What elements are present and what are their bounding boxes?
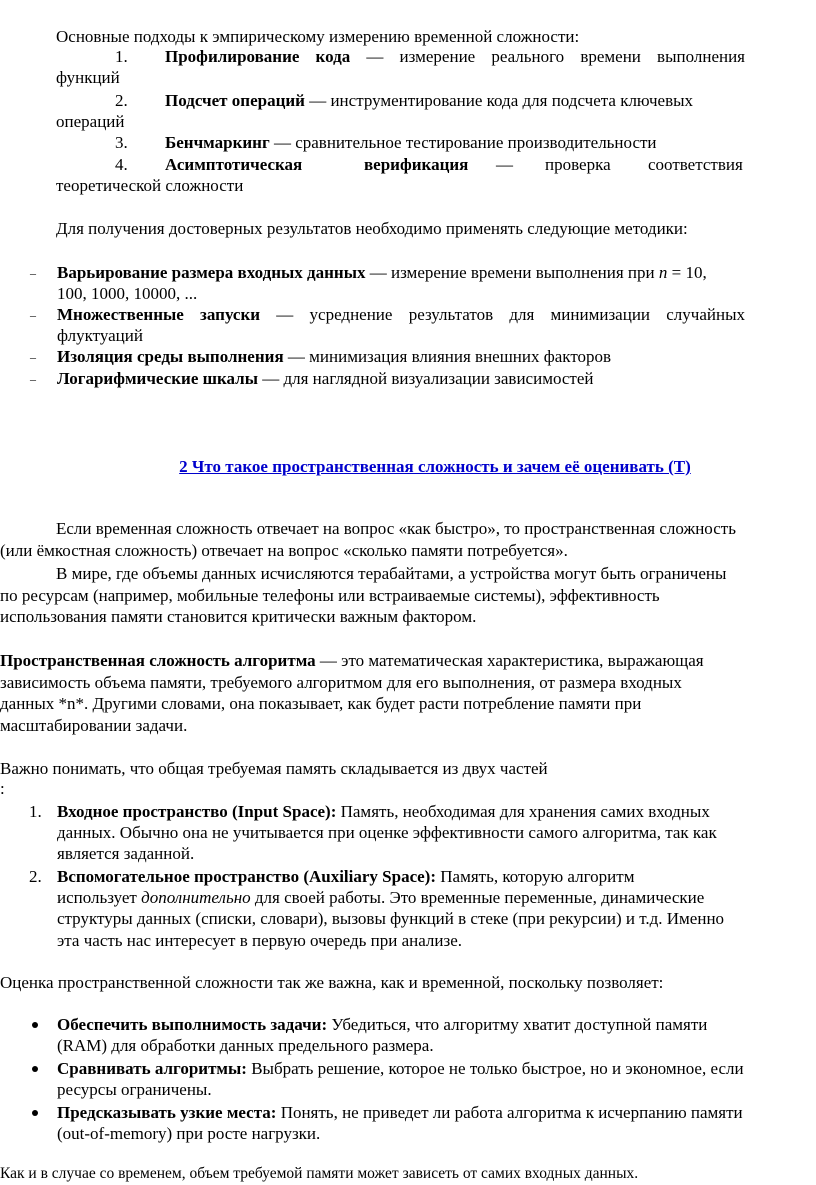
parts-intro: Важно понимать, что общая требуемая память складывается из двух частей xyxy=(0,759,548,778)
item-number: 1. xyxy=(29,802,42,821)
method-term: Логарифмические шкалы xyxy=(57,369,258,388)
approach-term: Профилирование кода xyxy=(165,47,351,66)
item-number: 4. xyxy=(115,155,128,174)
final-sentence: Как и в случае со временем, объем требуемой памяти может зависеть от самих входных данных. xyxy=(0,1165,639,1182)
section-heading: 2 Что такое пространственная сложность и зачем её оценивать (Т) xyxy=(179,457,691,476)
item-number: 2. xyxy=(29,867,42,886)
importance-intro: Оценка пространственной сложности так же важна, как и временной, поскольку позволяет: xyxy=(0,973,664,992)
item-number: 1. xyxy=(115,47,128,66)
approach-term: Подсчет операций xyxy=(165,91,305,110)
importance-term: Обеспечить выполнимость задачи: xyxy=(57,1015,328,1034)
bullet-icon xyxy=(32,1110,38,1116)
item-number: 3. xyxy=(115,133,128,152)
document-page: Основные подходы к эмпирическому измерению временной сложности: 1. Профилирование кода — измерение реального времени выполнения функций 2. Подсчет операций — инструментирование кода для подсчета ключевых операций 3. Бенчмаркинг — сравнительное тестирование производительности 4. Асимптотическая верификация — проверка соответствия теоретической сложности Для получения достоверных результатов необходимо применять следующие методики: – Варьирование размера входных данных — измерение времени выполнения при n = 10, 100, 1000, 10000, ... – Множественные запуски — усреднение результатов для минимизации случайных флуктуаций – Изоляция среды выполнения — минимизация влияния внешних факторов – Логарифмические шкалы — для наглядной визуализации зависимостей 2 Что такое пространственная сложность и зачем её оценивать (Т) Если временная сложность отвечает на вопрос «как быстро», то пространственная сложность (или ёмкостная сложность) отвечает на вопрос «сколько памяти потребуется». В мире, где объемы данных исчисляются терабайтами, а устройства могут быть ограничены по ресурсам (например, мобильные телефоны или встраиваемые системы), эффективность использования памяти становится критически важным фактором. Пространственная сложность алгоритма — это математическая характеристика, выражающая зависимость объема памяти, требуемого алгоритмом для его выполнения, от размера входных данных *n*. Другими словами, она показывает, как будет расти потребление памяти при масштабировании задачи. Важно понимать, что общая требуемая память складывается из двух частей : 1. Входное пространство (Input Space): Память, необходимая для хранения самих входных данных. Обычно она не учитывается при оценке эффективности самого алгоритма, так как является заданной. 2. Вспомогательное пространство (Auxiliary Space): Память, которую алгоритм использует дополнительно для своей работы. Это временные переменные, динамические структуры данных (списки, словари), вызовы функций в стеке (при рекурсии) и т.д. Именно эта часть нас интересует в первую очередь при анализе. Оценка пространственной сложности так же важна, как и временной, поскольку позволяет: Обеспечить выполнимость задачи: Убедиться, что алгоритму хватит доступной памяти (RAM) для обработки данных предельного размера. Сравнивать алгоритмы: Выбрать решение, которое не только быстрое, но и экономное, если ресурсы ограничены. Предсказывать узкие места: Понять, не приведет ли работа алгоритма к исчерпанию памяти (out-of-memory) при росте нагрузки. Как и в случае со временем, объем требуемой памяти может зависеть от самих входных данных. xyxy=(0,0,816,1183)
approach-term: верификация xyxy=(364,155,469,174)
part-term: Входное пространство (Input Space): xyxy=(57,802,337,821)
bullet-icon xyxy=(32,1022,38,1028)
definition-term: Пространственная сложность алгоритма xyxy=(0,651,316,670)
methods-intro: Для получения достоверных результатов необходимо применять следующие методики: xyxy=(56,219,688,238)
bullet-icon xyxy=(32,1066,38,1072)
dash-bullet: – xyxy=(30,350,36,364)
dash-bullet: – xyxy=(30,266,36,280)
approaches-intro: Основные подходы к эмпирическому измерению временной сложности: xyxy=(56,27,580,46)
importance-term: Предсказывать узкие места: xyxy=(57,1103,277,1122)
method-term: Варьирование размера входных данных xyxy=(57,263,366,282)
approach-term: Асимптотическая xyxy=(165,155,303,174)
method-term: Множественные запуски xyxy=(57,305,261,324)
item-number: 2. xyxy=(115,91,128,110)
approach-term: Бенчмаркинг xyxy=(165,133,270,152)
importance-term: Сравнивать алгоритмы: xyxy=(57,1059,247,1078)
method-term: Изоляция среды выполнения xyxy=(57,347,284,366)
dash-bullet: – xyxy=(30,372,36,386)
part-term: Вспомогательное пространство (Auxiliary Space): xyxy=(57,867,436,886)
dash-bullet: – xyxy=(30,308,36,322)
